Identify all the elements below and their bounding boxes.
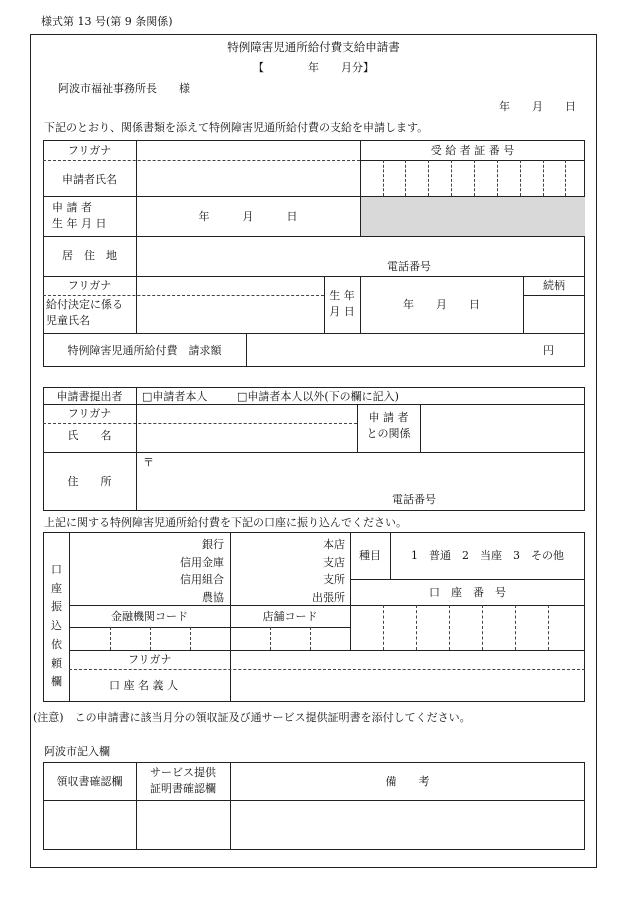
account-number-label: 口 座 番 号 [429,586,506,599]
claim-amount-unit: 円 [543,344,554,357]
form-period: 【 年 月分】 [253,61,374,74]
form-title: 特例障害児通所給付費支給申請書 [227,40,400,54]
bank-side-label: 口 座 振 込 依 頼 欄 [51,563,62,689]
submitter-address-label: 住 所 [67,475,112,488]
account-type-options: 1 普通 2 当座 3 その他 [411,549,564,562]
child-birth-date: 年 月 日 [403,298,480,311]
city-section-heading: 阿波市記入欄 [44,745,110,758]
option-other-checkbox[interactable]: □申請者本人以外(下の欄に記入) [237,390,399,403]
applicant-birth-date: 年 月 日 [198,210,298,223]
applicant-address-label: 居 住 地 [62,249,117,262]
remarks-label: 備 考 [385,775,430,788]
note-text: (注意) この申請書に該当月分の領収証及び通サービス提供証明書を添付してください。 [33,711,471,724]
claim-amount-label: 特例障害児通所給付費 請求額 [67,344,222,357]
submitter-name-label: 氏 名 [67,429,112,442]
service-check-label: サービス提供 証明書確認欄 [150,766,216,795]
child-name-label: 給付決定に係る 児童氏名 [46,298,123,327]
applicant-name-label: 申請者氏名 [62,173,117,186]
branch-type-list: 本店 支店 支所 出張所 [312,538,345,604]
postal-mark: 〒 [143,456,154,469]
child-relation-label: 続柄 [543,279,565,292]
child-birth-label: 生 年 月 日 [329,289,355,318]
submitter-furigana-label: フリガナ [67,407,112,420]
intro-text: 下記のとおり、関係書類を添えて特例障害児通所給付費の支給を申請します。 [44,121,429,134]
child-furigana-label: フリガナ [67,279,112,292]
applicant-birth-label: 申 請 者 生 年 月 日 [52,201,107,230]
bank-code-label: 金融機関コード [111,610,188,623]
form-number: 様式第 13 号(第 9 条関係) [41,15,173,28]
account-holder-label: 口 座 名 義 人 [109,679,178,692]
account-type-label: 種目 [359,549,381,562]
bank-type-list: 銀行 信用金庫 信用組合 農協 [180,538,224,604]
applicant-furigana-label: フリガナ [67,144,112,157]
addressee: 阿波市福祉事務所長 様 [58,82,190,95]
holder-furigana-label: フリガナ [128,653,172,666]
submitter-label: 申請書提出者 [56,390,123,403]
submitter-relation-label: 申 請 者 との関係 [366,411,411,440]
branch-code-label: 店舗コード [262,610,318,623]
submitter-phone-label: 電話番号 [392,493,436,506]
application-date: 年 月 日 [499,100,576,113]
option-self-checkbox[interactable]: □申請者本人 [142,390,208,403]
receipt-check-label: 領収書確認欄 [56,775,123,788]
applicant-phone-label: 電話番号 [387,260,431,273]
shaded-cell [361,197,585,236]
certificate-number-label: 受 給 者 証 番 号 [430,144,515,157]
transfer-intro: 上記に関する特例障害児通所給付費を下記の口座に振り込んでください。 [44,516,407,529]
